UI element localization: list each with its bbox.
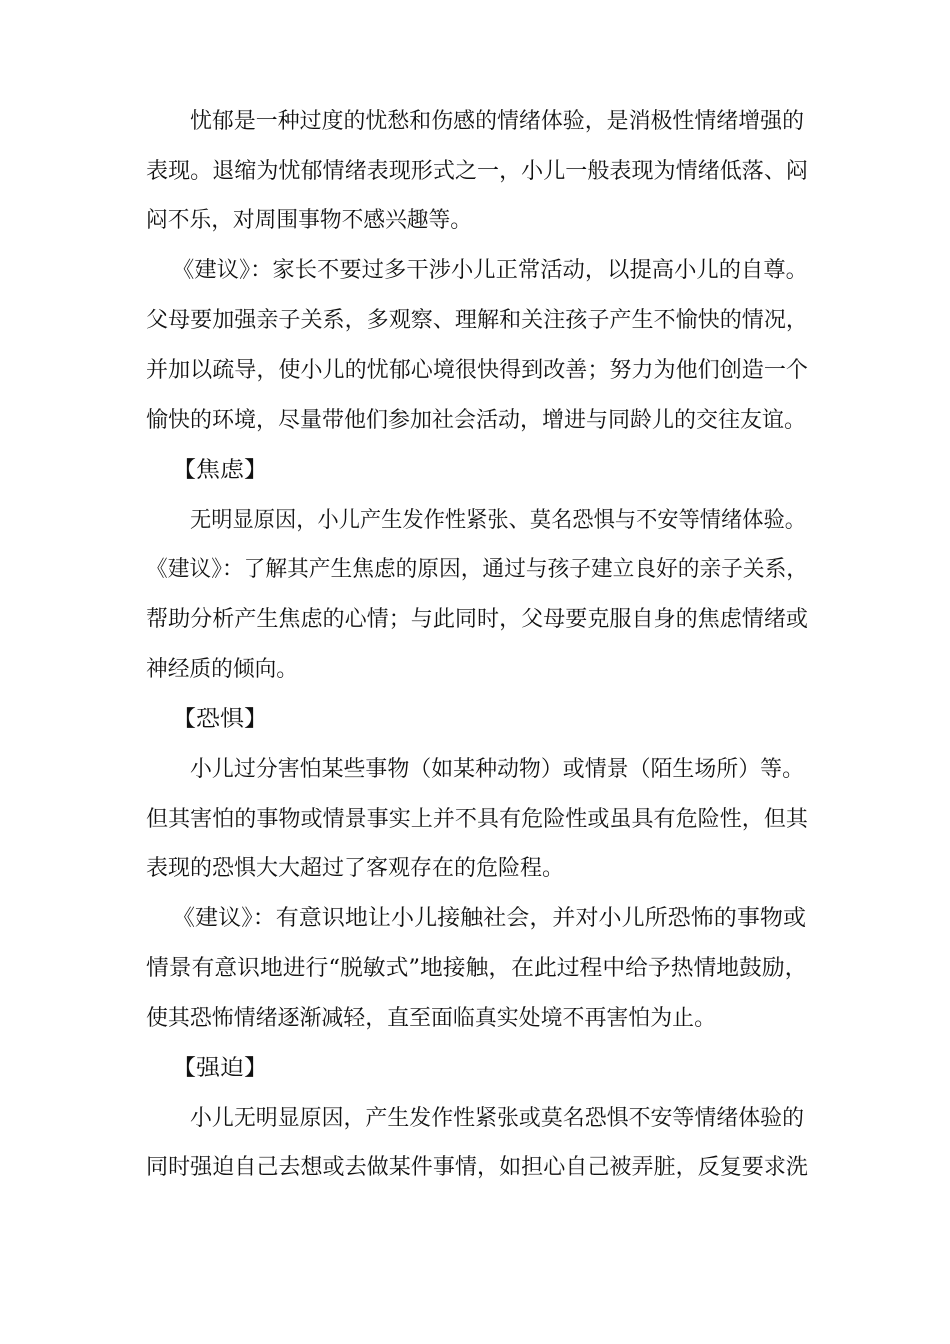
section-heading: 【焦虑】 <box>172 458 269 483</box>
text-line: 同时强迫自己去想或去做某件事情，如担心自己被弄脏，反复要求洗 <box>146 1155 809 1180</box>
text-line: 使其恐怖情绪逐渐减轻，直至面临真实处境不再害怕为止。 <box>146 1006 717 1031</box>
text-line: 但其害怕的事物或情景事实上并不具有危险性或虽具有危险性，但其 <box>146 807 809 832</box>
text-line: 《建议》：家长不要过多干涉小儿正常活动，以提高小儿的自尊。 <box>172 258 809 283</box>
text-line: 表现的恐惧大大超过了客观存在的危险程。 <box>146 856 565 881</box>
text-line: 帮助分析产生焦虑的心情；与此同时，父母要克服自身的焦虑情绪或 <box>146 607 809 632</box>
text-line: 闷不乐，对周围事物不感兴趣等。 <box>146 208 473 233</box>
text-line: 表现。退缩为忧郁情绪表现形式之一，小儿一般表现为情绪低落、闷 <box>146 159 809 184</box>
section-heading: 【恐惧】 <box>172 707 269 732</box>
text-line: 情景有意识地进行“脱敏式”地接触，在此过程中给予热情地鼓励， <box>146 956 808 981</box>
text-line: 并加以疏导，使小儿的忧郁心境很快得到改善；努力为他们创造一个 <box>146 358 809 383</box>
text-line: 父母要加强亲子关系，多观察、理解和关注孩子产生不愉快的情况， <box>146 308 809 333</box>
text-line: 《建议》：有意识地让小儿接触社会，并对小儿所恐怖的事物或 <box>172 906 807 931</box>
text-line: 小儿过分害怕某些事物（如某种动物）或情景（陌生场所）等。 <box>190 757 805 782</box>
text-line: 神经质的倾向。 <box>146 657 299 682</box>
text-line: 忧郁是一种过度的忧愁和伤感的情绪体验，是消极性情绪增强的 <box>190 109 805 134</box>
section-heading: 【强迫】 <box>172 1056 269 1081</box>
text-line: 《建议》：了解其产生焦虑的原因，通过与孩子建立良好的亲子关系， <box>146 557 809 582</box>
text-line: 小儿无明显原因，产生发作性紧张或莫名恐惧不安等情绪体验的 <box>190 1106 805 1131</box>
text-line: 无明显原因，小儿产生发作性紧张、莫名恐惧与不安等情绪体验。 <box>190 508 807 533</box>
text-line: 愉快的环境，尽量带他们参加社会活动，增进与同龄儿的交往友谊。 <box>146 408 807 433</box>
